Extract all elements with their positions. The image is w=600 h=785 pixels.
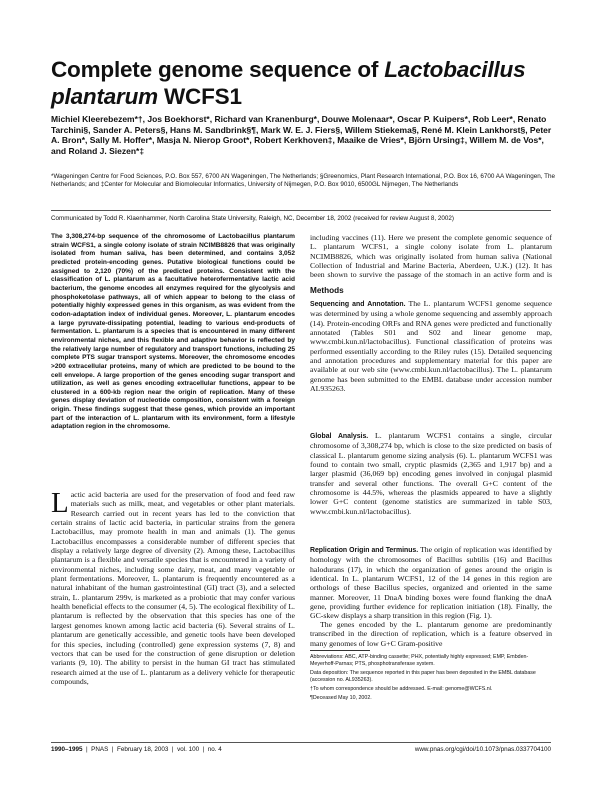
footer-date: February 18, 2003	[116, 746, 169, 753]
footnote-correspondence: †To whom correspondence should be addressed. E-mail: genome@WCFS.nl.	[310, 686, 493, 693]
right-column	[310, 233, 552, 648]
footnote-data-deposition: Data deposition: The sequence reported in this paper has been deposited in the EMBL database (accession no. AL935263).	[310, 670, 536, 684]
footer-citation: 1990–1995 | PNAS | February 18, 2003 | vol. 100 | no. 4	[51, 746, 222, 753]
footnote-divider	[310, 650, 370, 651]
introduction-text	[51, 490, 295, 742]
replication-runin-heading: Replication Origin and Terminus.	[310, 547, 419, 554]
footnote-deceased: ¶Deceased May 10, 2002.	[310, 695, 372, 702]
methods-sequencing-paragraph	[310, 299, 552, 421]
intro-continuation: including vaccines (11). Here we present the complete genomic sequence of L. plantarum WCFS1, a single colony isolate from L. plantarum NCIMB8826, which was originally isolated from human saliva (National Collection of Industrial and Marine Bacteria, Aberdeen, U.K.) (12). It has been shown to survive the passage of the stomach in an active form and is	[310, 233, 552, 280]
footer-doi-link[interactable]: www.pnas.org/cgi/doi/10.1073/pnas.0337704100	[414, 746, 551, 753]
sequencing-runin-heading: Sequencing and Annotation.	[310, 301, 406, 308]
title-strain: WCFS1	[157, 84, 242, 109]
communicated-by: Communicated by Todd R. Klaenhammer, North Carolina State University, Raleigh, NC, December 18, 2002 (received for review August 8, 2002)	[51, 215, 454, 222]
sequencing-text: The L. plantarum WCFS1 genome sequence was determined by using a whole genome sequencing and assembly approach (14). Protein-encoding ORFs and RNA genes were predicted and functionally annotated (Tables S01 and S02 and linear genome map, www.cmbi.kun.nl/lactobacillus). Functional classification of proteins was performed essentially according to the Riley rules (15). Detailed sequencing and annotation procedures and supplementary material for this paper are available at our web site (www.cmbi.kun.nl/lactobacillus). The L. plantarum genome has been submitted to the EMBL database under accession number AL935263.	[310, 299, 552, 394]
abstract: The 3,308,274-bp sequence of the chromosome of Lactobacillus plantarum strain WCFS1, a single colony isolate of strain NCIMB8826 that was originally isolated from human saliva, has been determined, and contains 3,052 predicted protein-encoding genes. Putative biological functions could be assigned to 2,120 (70%) of the predicted proteins. Consistent with the classification of L. plantarum as a facultative heterofermentative lactic acid bacterium, the genome encodes all enzymes required for the glycolysis and phosphoketolase pathways, all of which appear to belong to the class of potentially highly expressed genes in this organism, as was evident from the codon-adaptation index of individual genes. Moreover, L. plantarum encodes a large pyruvate-dissipating potential, leading to various end-products of fermentation. L. plantarum is a species that is encountered in many different environmental niches, and this flexible and adaptive behavior is reflected by the relatively large number of regulatory and transport functions, including 25 complete PTS sugar transport systems. Moreover, the chromosome encodes >200 extracellular proteins, many of which are predicted to be bound to the cell envelope. A large proportion of the genes encoding sugar transport and utilization, as well as genes encoding extracellular functions, appear to be clustered in a 600-kb region near the origin of replication. Many of these genes display deviation of nucleotide composition, consistent with a foreign origin. These findings suggest that these genes, which provide an important part of the interaction of L. plantarum with its environment, form a lifestyle adaptation region in the chromosome.	[51, 233, 295, 431]
footer-volume: vol. 100	[177, 746, 200, 753]
replication-paragraph	[310, 545, 552, 620]
introduction-body: actic acid bacteria are used for the preservation of food and feed raw materials such as milk, meat, and vegetables or other plant materials. Research carried out in recent years has led to the conviction that certain strains of lactic acid bacteria, in particular strains from the genera Lactobacillus, may promote health in man and animals (1). The genus Lactobacillus encompasses a considerable number of different species that display a relatively large degree of diversity (2). Among these, Lactobacillus plantarum is a flexible and versatile species that is encountered in a variety of environmental niches, including some dairy, meat, and many vegetable or plant fermentations. Moreover, L. plantarum is frequently encountered as a natural inhabitant of the human gastrointestinal (GI) tract (3), and a selected strain, L. plantarum 299v, is marketed as a probiotic that may confer various health beneficial effects to the consumer (4, 5). The ecological flexibility of L. plantarum is reflected by the observation that this species has one of the largest genomes known among lactic acid bacteria (6). Several strains of L. plantarum are genetically accessible, and genetic tools have been developed for this species, including (controlled) gene expression systems (7, 8) and vectors that can be used for the construction of gene disruption or deletion variants (9, 10). The ability to persist in the human GI tract has stimulated research aimed at the use of L. plantarum as a delivery vehicle for therapeutic compounds,	[51, 490, 295, 686]
replication-paragraph-2: The genes encoded by the L. plantarum genome are predominantly transcribed in the direction of replication, which is a feature observed in many genomes of low G+C Gram-positive	[310, 620, 552, 648]
drop-cap: L	[51, 490, 69, 519]
title-italic-genus: Lactobacillus	[384, 57, 526, 82]
footer-pages: 1990–1995	[51, 746, 83, 753]
footer-journal: PNAS	[91, 746, 109, 753]
replication-text: The origin of replication was identified by homology with the chromosomes of Bacillus subtilis (16) and Bacillus halodurans (17), in which the organization of genes around the origin is identical. In L. plantarum WCFS1, 12 of the 14 genes in this region are orthologs of these Bacillus species, organized and oriented in the same manner. Moreover, 11 DnaA binding boxes were found flanking the dnaA gene, providing further evidence for replication initiation (18). Finally, the GC-skew displays a sharp transition in this region (Fig. 1).	[310, 545, 552, 620]
header-divider	[51, 210, 551, 211]
global-analysis-runin-heading: Global Analysis.	[310, 433, 369, 440]
affiliations: *Wageningen Centre for Food Sciences, P.O. Box 557, 6700 AN Wageningen, The Netherlands; §Greenomics, Plant Research International, P.O. Box 16, 6700 AA Wageningen, The Netherlands; and ‡Center for Molecular and Biomolecular Informatics, University of Nijmegen, P.O. Box 9010, 6500GL Nijmegen, The Netherlands	[51, 173, 555, 189]
global-analysis-text: L. plantarum WCFS1 contains a single, circular chromosome of 3,308,274 bp, which is close to the size predicted on basis of classical L. plantarum genome sizing analysis (6). L. plantarum WCFS1 was found to contain two small, cryptic plasmids (2,365 and 1,917 bp) and a larger plasmid (36,069 bp) encoding genes involved in conjugal plasmid transfer and several other functions. The overall G+C content of the chromosome is 44.5%, whereas the plasmids appeared to have a slightly lower G+C content (genome statistics are summarized in table S03, www.cmbi.kun.nl/lactobacillus).	[310, 431, 552, 516]
methods-heading: Methods	[310, 286, 344, 295]
title-italic-species: plantarum	[51, 84, 158, 109]
author-list: Michiel Kleerebezem*†, Jos Boekhorst*, Richard van Kranenburg*, Douwe Molenaar*, Oscar P. Kuipers*, Rob Leer*, Renato Tarchini§, Sander A. Peters§, Hans M. Sandbrink§¶, Mark W. E. J. Fiers§, Willem Stiekema§, René M. Klein Lankhorst§, Peter A. Bron*, Sally M. Hoffer*, Masja N. Nierop Groot*, Robert Kerkhoven‡, Maaike de Vries*, Björn Ursing‡, Willem M. de Vos*, and Roland J. Siezen*‡	[51, 114, 552, 156]
footnotes	[310, 654, 552, 705]
article-title	[51, 56, 551, 110]
footnote-abbreviations: Abbreviations: ABC, ATP-binding cassette; PHX, potentially highly expressed; EMP, Embden-Meyerhoff-Parnas; PTS, phosphotransferase system.	[310, 654, 529, 668]
title-part-1: Complete genome sequence of	[51, 57, 385, 82]
footer-divider	[51, 742, 551, 743]
global-analysis-paragraph	[310, 431, 552, 535]
footer-issue: no. 4	[207, 746, 222, 753]
